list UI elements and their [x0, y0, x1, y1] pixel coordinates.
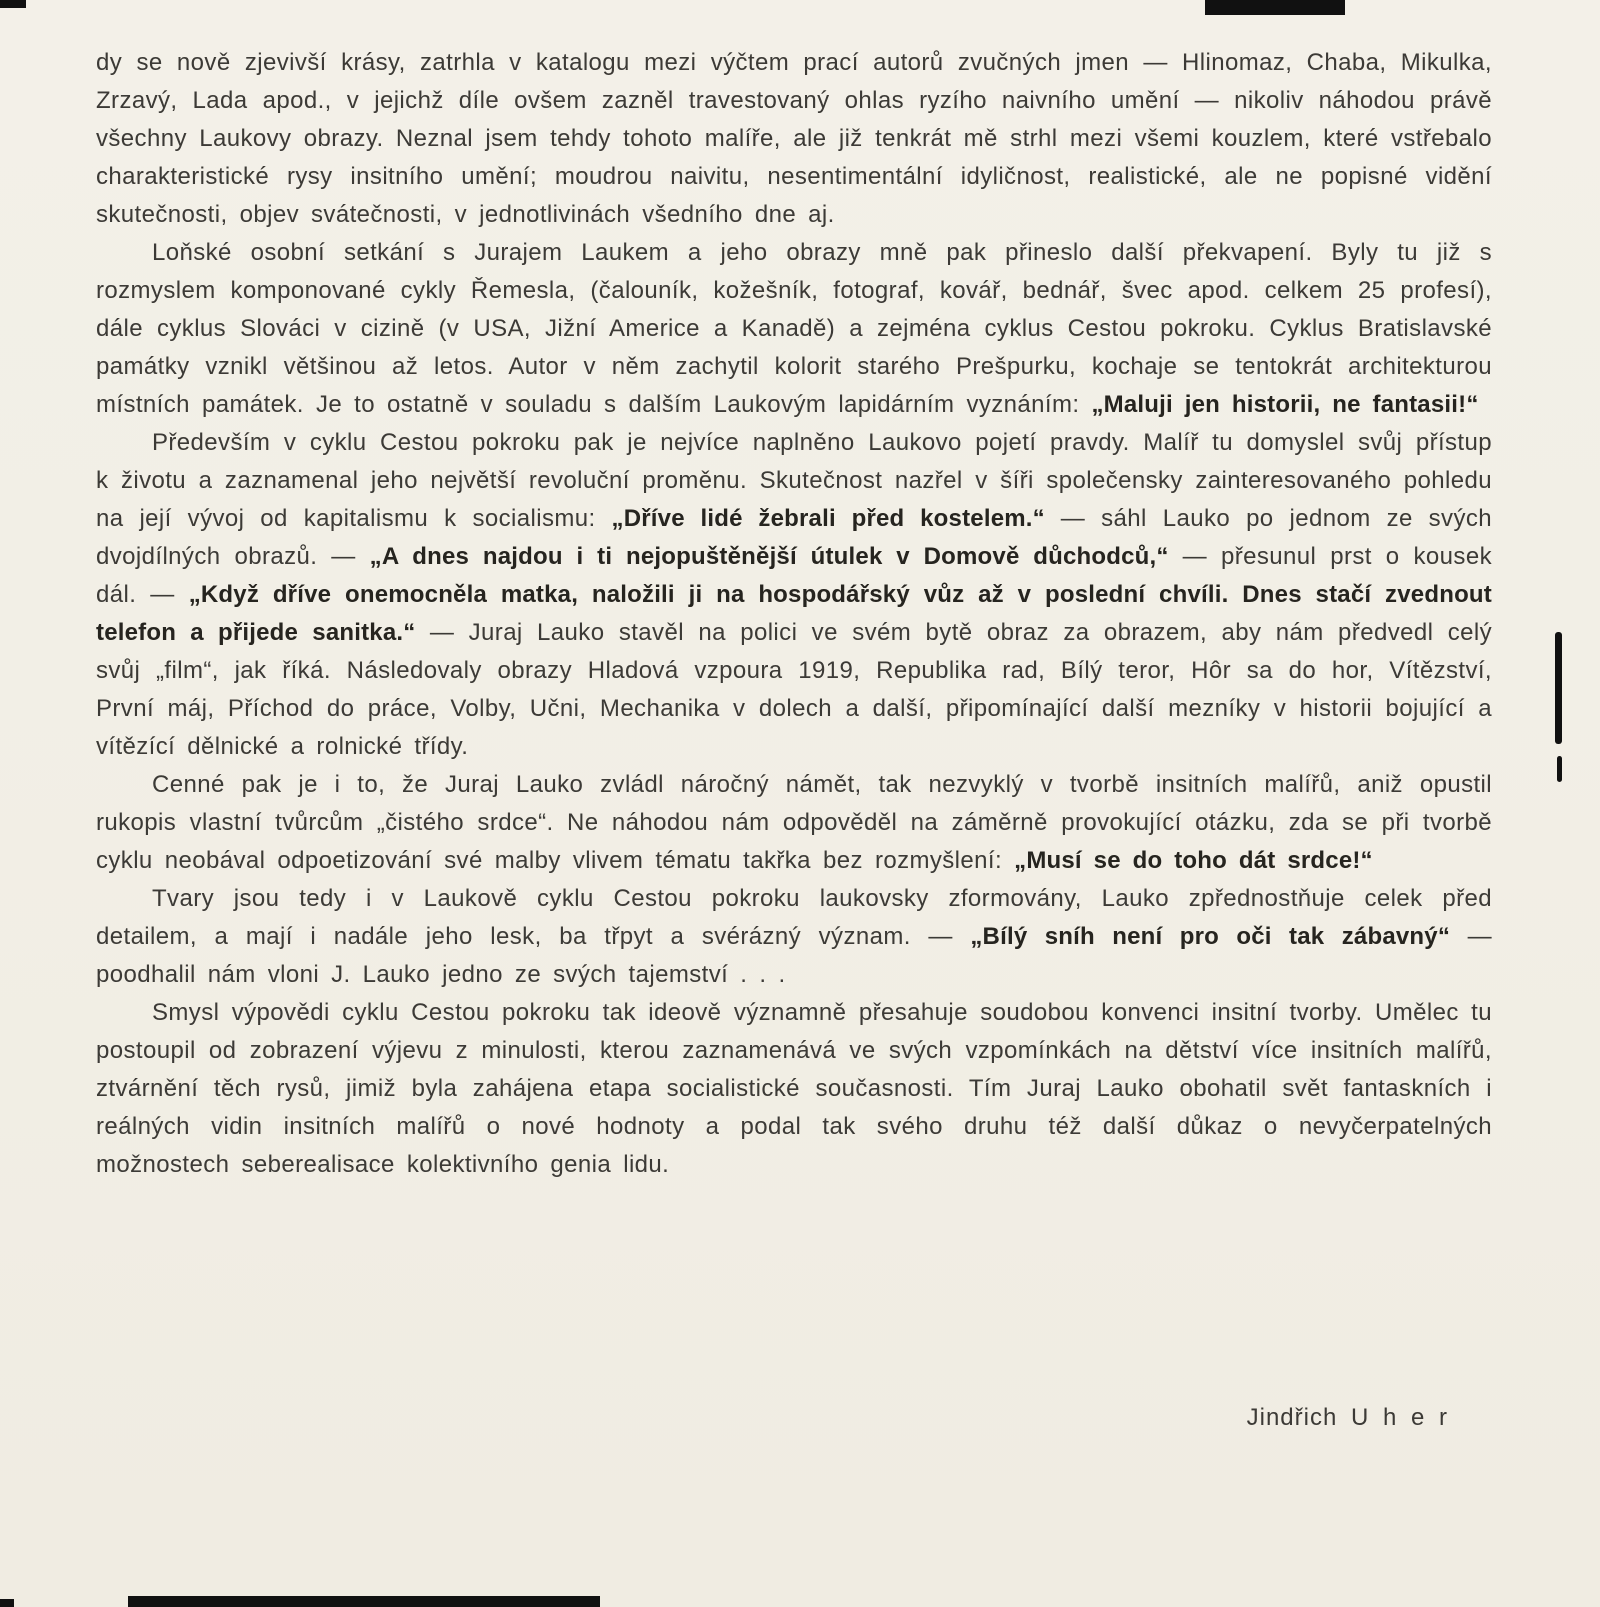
paragraph — [96, 44, 1492, 234]
scan-artifact-top-left — [0, 0, 26, 8]
paragraph — [96, 994, 1492, 1184]
scan-artifact-right-edge-2 — [1557, 756, 1562, 782]
paragraph — [96, 766, 1492, 880]
text-run: — poodhalil nám vloni J. Lauko jedno ze svých tajemství . . . — [96, 923, 1493, 988]
bold-quote-run: „Když dříve onemocněla matka, naložili ji na hospodářský vůz až v poslední chvíli. Dnes stačí zvednout telefon a přijede sanitka.“ — [96, 581, 1492, 646]
text-run: Loňské osobní setkání s Jurajem Laukem a jeho obrazy mně pak přineslo další překvapení. Byly tu již s rozmyslem komponované cykly Řemesla, (čalouník, kožešník, fotograf, kovář, bednář, švec apod. celkem 25 profesí), dále cyklus Slováci v cizině (v USA, Jižní Americe a Kanadě) a zejména cyklus Cestou pokroku. Cyklus Bratislavské památky vznikl většinou až letos. Autor v něm zachytil kolorit starého Prešpurku, kochaje se tentokrát architekturou místních památek. Je to ostatně v souladu s dalším Laukovým lapidárním vyznáním: — [96, 239, 1492, 418]
scan-artifact-right-edge — [1555, 632, 1562, 744]
scan-artifact-top-right — [1205, 0, 1345, 15]
document-body — [96, 44, 1492, 1184]
paragraph — [96, 234, 1492, 424]
paragraph — [96, 880, 1492, 994]
bold-quote-run: „A dnes najdou i ti nejopuštěnější útulek v Domově důchodců,“ — [369, 543, 1169, 570]
scan-artifact-bottom-left — [0, 1599, 14, 1607]
text-run: dy se nově zjevivší krásy, zatrhla v katalogu mezi výčtem prací autorů zvučných jmen — Hlinomaz, Chaba, Mikulka, Zrzavý, Lada apod., v jejichž díle ovšem zazněl travestovaný ohlas ryzího naivního umění — nikoliv náhodou právě všechny Laukovy obrazy. Neznal jsem tehdy tohoto malíře, ale již tenkrát mě strhl mezi všemi kouzlem, které vstřebalo charakteristické rysy insitního umění; moudrou naivitu, nesentimentální idyličnost, realistické, ale ne popisné vidění skutečnosti, objev svátečnosti, v jednotlivinách všedního dne aj. — [96, 49, 1492, 228]
text-run: — sáhl Lauko po jednom ze svých dvojdílných obrazů. — — [96, 505, 1493, 570]
scan-artifact-bottom-bar — [128, 1596, 600, 1607]
text-run: — Juraj Lauko stavěl na polici ve svém bytě obraz za obrazem, aby nám předvedl celý svůj „film“, jak říká. Následovaly obrazy Hladová vzpoura 1919, Republika rad, Bílý teror, Hôr sa do hor, Vítězství, První máj, Příchod do práce, Volby, Učni, Mechanika v dolech a další, připomínající další mezníky v historii bojující a vítězící dělnické a rolnické třídy. — [96, 619, 1492, 760]
bold-quote-run: „Dříve lidé žebrali před kostelem.“ — [611, 505, 1045, 532]
text-run: Především v cyklu Cestou pokroku pak je nejvíce naplněno Laukovo pojetí pravdy. Malíř tu domyslel svůj přístup k životu a zaznamenal jeho největší revoluční proměnu. Skutečnost nazřel v šíři společensky zainteresovaného pohledu na její vývoj od kapitalismu k socialismu: — [96, 429, 1492, 532]
bold-quote-run: „Bílý sníh není pro oči tak zábavný“ — [970, 923, 1451, 950]
bold-quote-run: „Maluji jen historii, ne fantasii!“ — [1091, 391, 1479, 418]
text-run: Cenné pak je i to, že Juraj Lauko zvládl náročný námět, tak nezvyklý v tvorbě insitních malířů, aniž opustil rukopis vlastní tvůrcům „čistého srdce“. Ne náhodou nám odpověděl na záměrně provokující otázku, zda se při tvorbě cyklu neobával odpoetizování své malby vlivem tématu takřka bez rozmyšlení: — [96, 771, 1492, 874]
author-signature: Jindřich U h e r — [1246, 1404, 1448, 1431]
text-run: — přesunul prst o kousek dál. — — [96, 543, 1492, 608]
paragraph — [96, 424, 1492, 766]
text-run: Tvary jsou tedy i v Laukově cyklu Cestou pokroku laukovsky zformovány, Lauko zpřednostňuje celek před detailem, a mají i nadále jeho lesk, ba třpyt a svérázný význam. — — [96, 885, 1492, 950]
text-run: Smysl výpovědi cyklu Cestou pokroku tak ideově významně přesahuje soudobou konvenci insitní tvorby. Umělec tu postoupil od zobrazení výjevu z minulosti, kterou zaznamenává ve svých vzpomínkách na dětství více insitních malířů, ztvárnění těch rysů, jimiž byla zahájena etapa socialistické současnosti. Tím Juraj Lauko obohatil svět fantaskních i reálných vidin insitních malířů o nové hodnoty a podal tak svého druhu též další důkaz o nevyčerpatelných možnostech seberealisace kolektivního genia lidu. — [96, 999, 1492, 1178]
bold-quote-run: „Musí se do toho dát srdce!“ — [1014, 847, 1373, 874]
